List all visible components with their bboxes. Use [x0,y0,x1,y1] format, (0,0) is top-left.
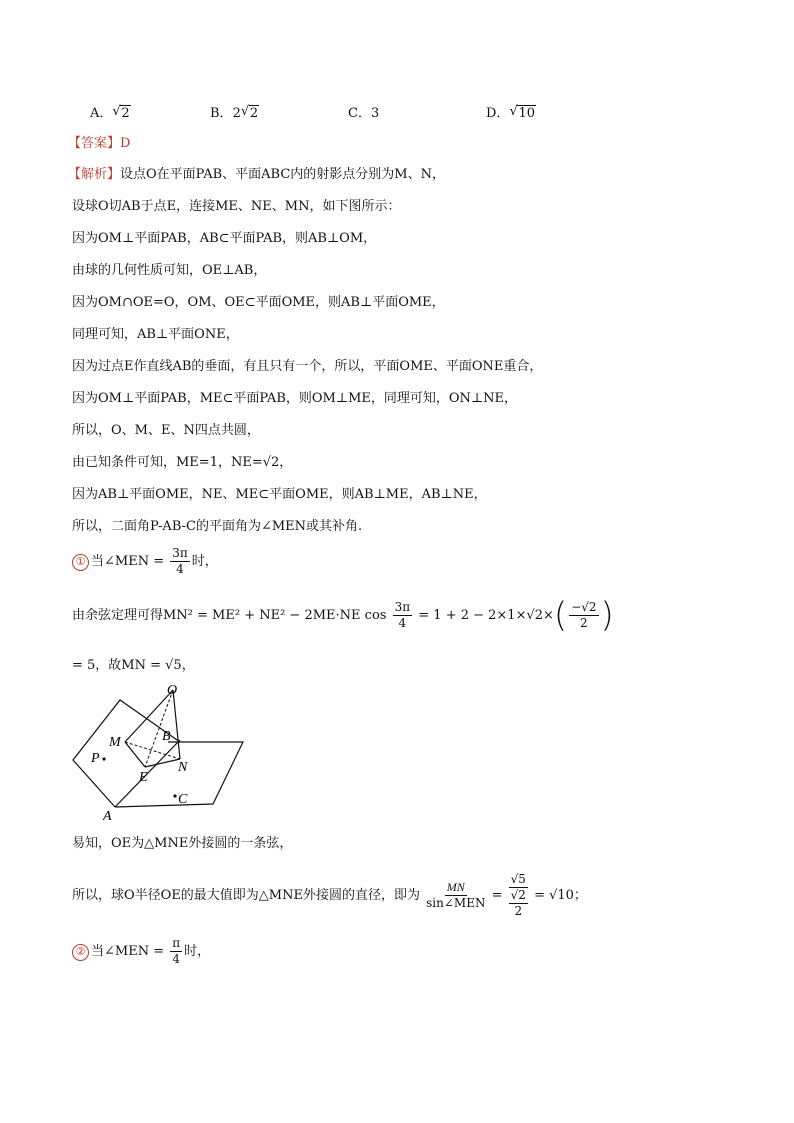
label-a: A [103,809,112,822]
analysis-line-7: 因为过点E作直线AB的垂面，有且只有一个，所以，平面OME、平面ONE重合， [72,359,543,374]
analysis-line-5: 因为OM∩OE=O，OM、OE⊂平面OME，则AB⊥平面OME， [72,295,445,310]
option-b: B．2 √ 2 [210,104,259,121]
label-b: B [162,729,171,744]
geometry-figure [65,682,255,822]
diameter-line: 所以，球O半径OE的最大值即为△MNE外接圆的直径，即为 $\frac{MN}{\text{sin∠MEN}}$ = $\frac{√5}{\frac{√2}{2}}$ = √10； [72,872,587,918]
option-c: C．3 [348,106,380,121]
analysis-line-3: 因为OM⊥平面PAB，AB⊂平面PAB，则AB⊥OM， [72,231,377,246]
answer-line [68,134,130,154]
chord-line: 易知，OE为△MNE外接圆的一条弦， [72,836,293,851]
inner-fraction: $\frac{-√2}{2}$ [571,600,597,630]
cos-angle-fraction: $\frac{3\pi}{4}$ [394,600,411,630]
label-p: P [91,751,100,766]
label-e: E [139,770,148,785]
analysis-line-9: 所以，O、M、E、N四点共圆， [72,423,260,438]
option-a: A． √ 2 [90,104,130,121]
cosine-law-line: 由余弦定理可得MN² = ME² + NE² − 2ME·NE cos $\frac{3\pi}{4}$ = 1 + 2 − 2×1×√2×( $\frac{-√2}{2}$ ) [72,595,614,636]
analysis-line-4: 由球的几何性质可知，OE⊥AB， [72,263,267,278]
analysis-line-6: 同理可知，AB⊥平面ONE， [72,327,239,342]
fraction: $\frac{\pi}{4}$ [172,936,181,966]
case-1-line: ① 当∠MEN = $\frac{3\pi}{4}$ 时， [72,546,218,577]
answer-value: D [120,136,131,151]
case-2-line: ② 当∠MEN = $\frac{\pi}{4}$ 时， [72,936,210,967]
fraction: $\frac{3\pi}{4}$ [172,546,188,576]
label-m: M [109,735,121,750]
analysis-line-12: 所以，二面角P-AB-C的平面角为∠MEN或其补角. [72,519,363,534]
analysis-line-8: 因为OM⊥平面PAB，ME⊂平面PAB，则OM⊥ME，同理可知，ON⊥NE， [72,391,517,406]
analysis-line-10: 由已知条件可知，ME=1，NE=√2， [72,455,293,470]
analysis-line-1: 【解析】设点O在平面PAB、平面ABC内的射影点分别为M、N， [68,167,445,182]
analysis-line-11: 因为AB⊥平面OME，NE、ME⊂平面OME，则AB⊥ME，AB⊥NE， [72,487,487,502]
label-c: C [178,792,188,807]
analysis-tag: 【解析】 [68,167,121,182]
sqrt5-over-fraction: $\frac{√5}{\frac{√2}{2}}$ [510,872,526,918]
case-2-marker: ② [72,944,89,961]
case-1-marker: ① [72,554,89,571]
mn-over-sin-fraction: $\frac{MN}{\text{sin∠MEN}}$ [426,880,486,910]
label-o: O [167,683,178,698]
option-d: D． √ 10 [486,104,535,121]
analysis-line-2: 设球O切AB于点E，连接ME、NE、MN，如下图所示： [72,199,401,214]
result-line: = 5，故MN = √5， [72,658,195,673]
label-n: N [178,760,188,775]
answer-tag: 【答案】 [68,136,121,151]
